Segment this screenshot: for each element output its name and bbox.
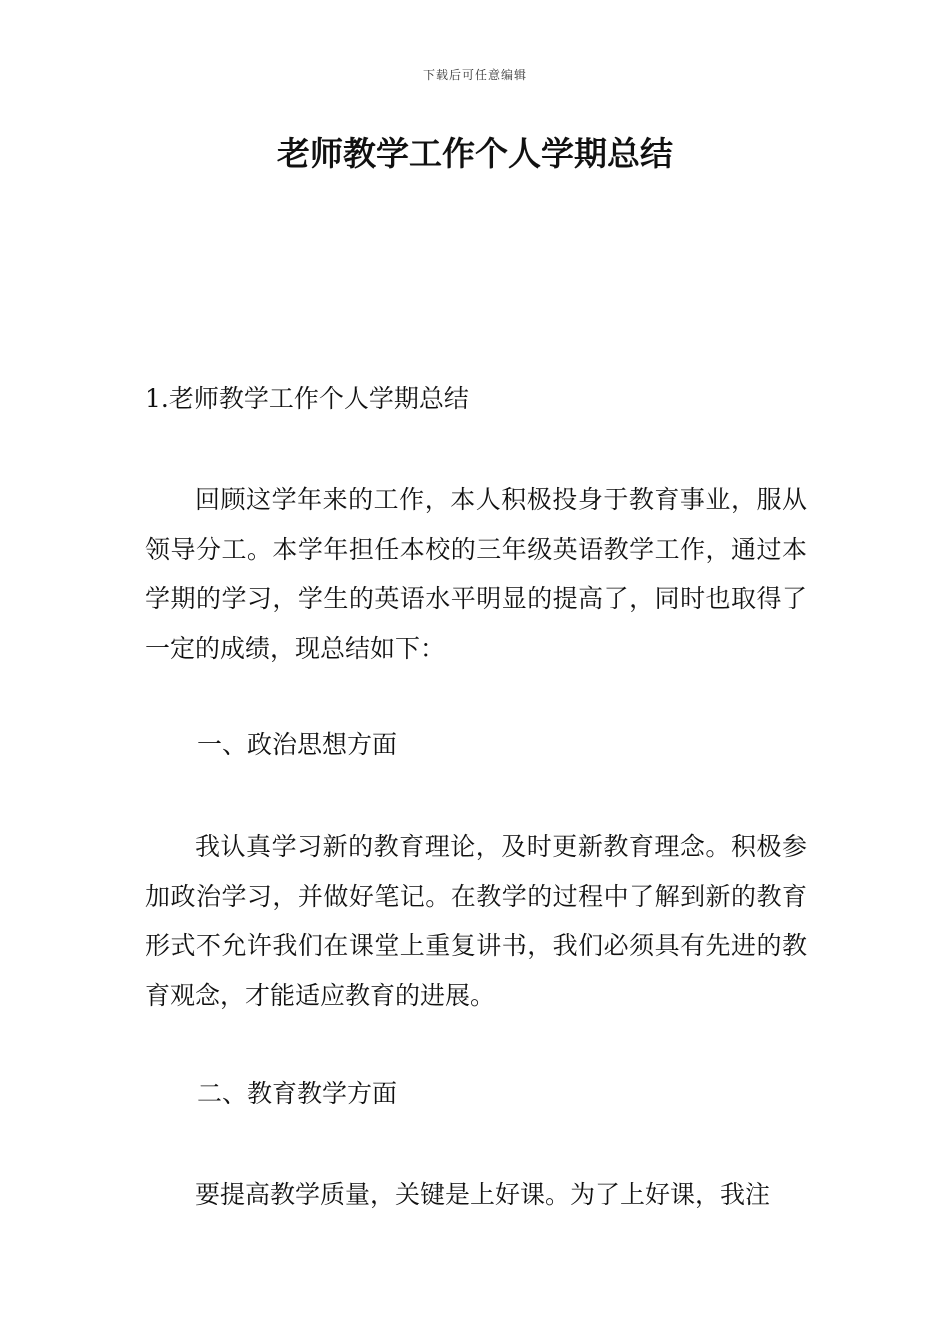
header-note: 下载后可任意编辑 xyxy=(422,68,527,82)
political-paragraph: 我认真学习新的教育理论，及时更新教育理念。积极参加政治学习，并做好笔记。在教学的过程中了解到新的教育形式不允许我们在课堂上重复讲书，我们必须具有先进的教育观念，才能适应教育的进展。 xyxy=(145,832,807,1011)
section-heading: 1.老师教学工作个人学期总结 xyxy=(145,384,469,413)
subheading-teaching: 二、教育教学方面 xyxy=(197,1079,398,1108)
teaching-paragraph: 要提高教学质量，关键是上好课。为了上好课，我注 xyxy=(195,1180,771,1209)
subheading-political: 一、政治思想方面 xyxy=(197,730,398,759)
intro-paragraph: 回顾这学年来的工作，本人积极投身于教育事业，服从领导分工。本学年担任本校的三年级英语教学工作，通过本学期的学习，学生的英语水平明显的提高了，同时也取得了一定的成绩，现总结如下： xyxy=(145,485,807,664)
document-title: 老师教学工作个人学期总结 xyxy=(277,134,673,173)
